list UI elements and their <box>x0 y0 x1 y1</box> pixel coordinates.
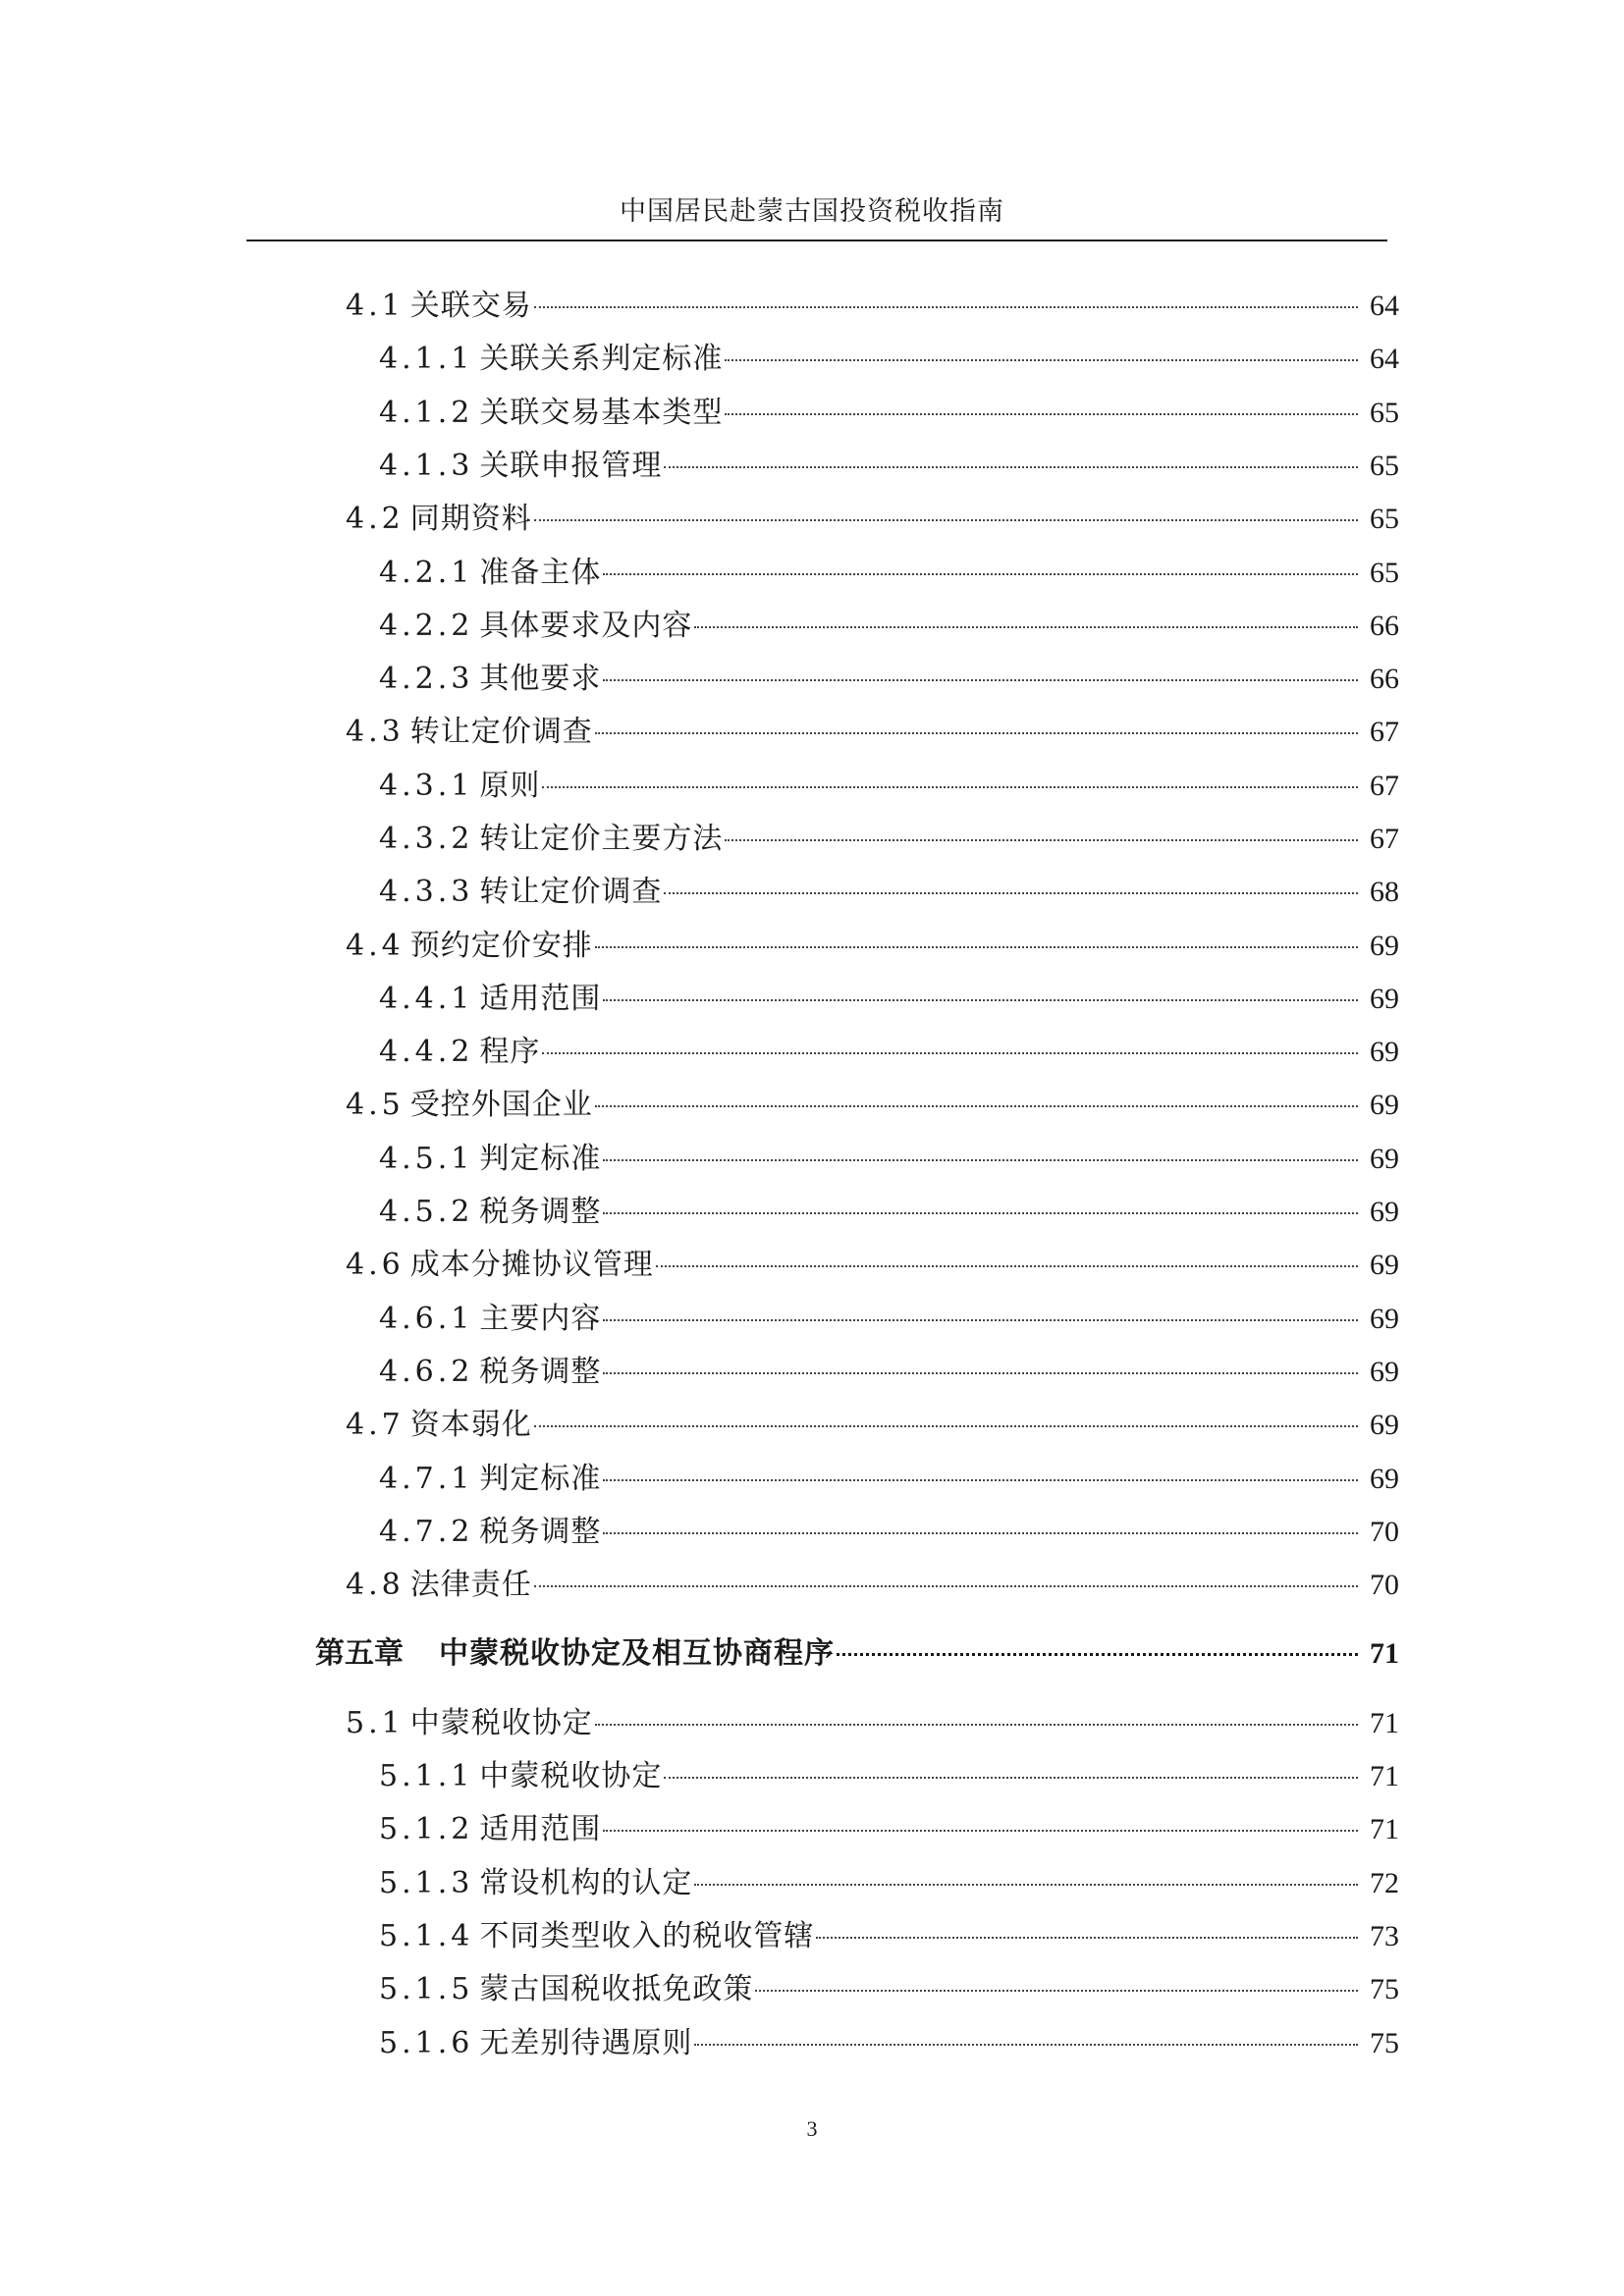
toc-entry-number: 4.4 <box>346 929 405 963</box>
toc-entry[interactable] <box>379 445 1399 488</box>
toc-entry-page: 69 <box>1370 1089 1399 1121</box>
toc-entry-title: 法律责任 <box>409 1568 532 1602</box>
toc-entry-number: 4.1.1 <box>379 342 474 376</box>
toc-entry[interactable] <box>379 1862 1399 1905</box>
toc-dot-leader <box>534 1425 1358 1427</box>
toc-entry-number: 第五章 <box>315 1636 404 1671</box>
toc-entry[interactable] <box>346 1702 1399 1745</box>
toc-entry-title: 关联关系判定标准 <box>479 342 724 376</box>
toc-entry[interactable] <box>346 711 1399 754</box>
toc-entry-number: 5.1.5 <box>379 1972 474 2006</box>
toc-entry-number: 4.6.2 <box>379 1355 474 1389</box>
running-header-title: 中国居民赴蒙古国投资税收指南 <box>620 196 1004 227</box>
toc-entry[interactable] <box>346 1404 1399 1447</box>
toc-entry-title: 原则 <box>479 769 541 803</box>
toc-dot-leader <box>603 1212 1358 1214</box>
toc-dot-leader <box>694 1884 1358 1886</box>
toc-entry-page: 70 <box>1370 1569 1399 1601</box>
toc-entry-page: 71 <box>1370 1637 1399 1670</box>
toc-dot-leader <box>603 999 1358 1001</box>
toc-entry[interactable] <box>379 765 1399 808</box>
toc-entry-number: 4.3.1 <box>379 769 474 803</box>
toc-entry-title: 中蒙税收协定 <box>479 1759 663 1793</box>
toc-dot-leader <box>816 1937 1358 1939</box>
toc-entry[interactable] <box>379 1191 1399 1234</box>
toc-entry[interactable] <box>379 2022 1399 2065</box>
toc-entry-number: 4.6.1 <box>379 1302 474 1336</box>
toc-entry-number: 4.2.2 <box>379 609 474 643</box>
toc-entry-title: 不同类型收入的税收管辖 <box>479 1919 815 1953</box>
toc-dot-leader <box>837 1653 1358 1656</box>
toc-entry[interactable] <box>379 658 1399 701</box>
toc-entry-page: 69 <box>1370 1196 1399 1228</box>
toc-entry-number: 4.3.2 <box>379 822 474 856</box>
toc-entry-title: 关联交易基本类型 <box>479 396 724 430</box>
toc-dot-leader <box>603 679 1358 681</box>
toc-entry-page: 72 <box>1370 1867 1399 1899</box>
toc-entry-number: 4.4.2 <box>379 1035 474 1069</box>
toc-dot-leader <box>656 1265 1358 1267</box>
toc-entry-number: 4.2.3 <box>379 662 474 696</box>
toc-entry-number: 4.4.1 <box>379 982 474 1016</box>
toc-dot-leader <box>603 1372 1358 1374</box>
toc-entry[interactable] <box>346 925 1399 968</box>
toc-entry[interactable] <box>346 285 1399 328</box>
toc-entry-number: 5.1 <box>346 1706 405 1740</box>
toc-entry[interactable] <box>379 1138 1399 1181</box>
toc-dot-leader <box>603 1319 1358 1321</box>
toc-entry-title: 无差别待遇原则 <box>479 2026 693 2060</box>
toc-entry-page: 69 <box>1370 1463 1399 1495</box>
toc-entry[interactable] <box>379 978 1399 1021</box>
toc-entry-number: 4.3 <box>346 715 405 749</box>
toc-entry-number: 4.7 <box>346 1408 405 1442</box>
toc-entry-title: 关联交易 <box>409 289 532 323</box>
toc-entry-page: 67 <box>1370 770 1399 802</box>
toc-dot-leader <box>725 359 1358 361</box>
toc-entry-title: 成本分摊协议管理 <box>409 1248 654 1282</box>
toc-entry-number: 5.1.4 <box>379 1919 474 1953</box>
toc-entry-title: 常设机构的认定 <box>479 1866 693 1900</box>
toc-entry-title: 具体要求及内容 <box>479 609 693 643</box>
toc-entry-page: 69 <box>1370 930 1399 962</box>
toc-entry-page: 71 <box>1370 1760 1399 1792</box>
toc-entry-title: 转让定价调查 <box>409 715 593 749</box>
toc-entry-title: 同期资料 <box>409 502 532 536</box>
toc-dot-leader <box>603 1830 1358 1832</box>
toc-entry-title: 适用范围 <box>479 982 602 1016</box>
toc-entry-page: 69 <box>1370 1409 1399 1441</box>
toc-entry-title: 准备主体 <box>479 556 602 590</box>
toc-entry-page: 69 <box>1370 1036 1399 1068</box>
toc-entry[interactable] <box>379 1298 1399 1341</box>
toc-dot-leader <box>725 839 1358 841</box>
toc-entry-page: 64 <box>1370 343 1399 375</box>
toc-entry-title: 税务调整 <box>479 1195 602 1229</box>
toc-chapter-entry[interactable] <box>315 1632 1399 1676</box>
toc-entry-title: 转让定价主要方法 <box>479 822 724 856</box>
toc-entry[interactable] <box>346 1564 1399 1607</box>
toc-dot-leader <box>664 892 1358 894</box>
toc-entry-number: 4.7.2 <box>379 1515 474 1549</box>
toc-entry-title: 税务调整 <box>479 1515 602 1549</box>
toc-entry[interactable] <box>346 498 1399 541</box>
toc-dot-leader <box>755 1990 1358 1992</box>
toc-entry-number: 4.5 <box>346 1088 405 1122</box>
toc-entry-number: 4.5.2 <box>379 1195 474 1229</box>
toc-entry[interactable] <box>379 1968 1399 2011</box>
toc-entry[interactable] <box>379 338 1399 381</box>
toc-entry[interactable] <box>379 1458 1399 1501</box>
toc-entry-title: 税务调整 <box>479 1355 602 1389</box>
toc-entry[interactable] <box>379 552 1399 595</box>
toc-entry-number: 4.8 <box>346 1568 405 1602</box>
toc-entry-title: 中蒙税收协定及相互协商程序 <box>439 1636 835 1671</box>
toc-entry-title: 判定标准 <box>479 1462 602 1496</box>
toc-dot-leader <box>603 1479 1358 1481</box>
toc-entry-page: 69 <box>1370 1249 1399 1281</box>
toc-entry-title: 预约定价安排 <box>409 929 593 963</box>
toc-entry-title: 关联申报管理 <box>479 449 663 483</box>
toc-entry-number: 4.1.3 <box>379 449 474 483</box>
toc-dot-leader <box>595 946 1358 948</box>
toc-entry-title: 主要内容 <box>479 1302 602 1336</box>
toc-entry[interactable] <box>379 871 1399 914</box>
toc-entry-number: 5.1.1 <box>379 1759 474 1793</box>
toc-entry[interactable] <box>379 605 1399 648</box>
toc-dot-leader <box>694 626 1358 628</box>
toc-entry-title: 受控外国企业 <box>409 1088 593 1122</box>
toc-entry[interactable] <box>379 1351 1399 1394</box>
toc-entry-page: 75 <box>1370 2027 1399 2059</box>
toc-dot-leader <box>595 1105 1358 1107</box>
toc-entry-page: 66 <box>1370 663 1399 695</box>
toc-entry-page: 71 <box>1370 1707 1399 1739</box>
toc-entry[interactable] <box>346 1084 1399 1127</box>
toc-entry[interactable] <box>379 1511 1399 1554</box>
toc-entry-title: 转让定价调查 <box>479 875 663 909</box>
toc-dot-leader <box>595 732 1358 734</box>
toc-entry-number: 5.1.6 <box>379 2026 474 2060</box>
toc-entry-page: 67 <box>1370 823 1399 855</box>
toc-entry-page: 65 <box>1370 450 1399 482</box>
toc-entry-page: 69 <box>1370 1303 1399 1335</box>
toc-entry[interactable] <box>379 1031 1399 1074</box>
toc-entry-page: 70 <box>1370 1516 1399 1548</box>
toc-entry[interactable] <box>379 818 1399 861</box>
toc-entry-page: 69 <box>1370 983 1399 1015</box>
toc-entry-number: 4.3.3 <box>379 875 474 909</box>
toc-entry[interactable] <box>379 1808 1399 1851</box>
toc-entry-page: 69 <box>1370 1143 1399 1175</box>
toc-entry-number: 4.2 <box>346 502 405 536</box>
toc-entry-page: 67 <box>1370 716 1399 748</box>
toc-dot-leader <box>694 2044 1358 2046</box>
toc-entry-title: 程序 <box>479 1035 541 1069</box>
toc-dot-leader <box>603 573 1358 575</box>
toc-entry-title: 判定标准 <box>479 1142 602 1176</box>
toc-dot-leader <box>534 519 1358 521</box>
toc-entry-title: 资本弱化 <box>409 1408 532 1442</box>
toc-entry-number: 4.1.2 <box>379 396 474 430</box>
toc-dot-leader <box>534 1585 1358 1587</box>
toc-entry-page: 65 <box>1370 557 1399 589</box>
toc-entry[interactable] <box>379 392 1399 435</box>
toc-dot-leader <box>664 466 1358 468</box>
toc-entry-page: 73 <box>1370 1920 1399 1952</box>
toc-entry-title: 中蒙税收协定 <box>409 1706 593 1740</box>
toc-entry-number: 4.1 <box>346 289 405 323</box>
toc-entry-page: 71 <box>1370 1813 1399 1845</box>
toc-dot-leader <box>725 413 1358 415</box>
toc-dot-leader <box>603 1532 1358 1534</box>
toc-dot-leader <box>664 1777 1358 1779</box>
toc-dot-leader <box>603 1159 1358 1161</box>
toc-entry-number: 5.1.2 <box>379 1812 474 1846</box>
toc-entry[interactable] <box>346 1244 1399 1287</box>
toc-entry-number: 4.6 <box>346 1248 405 1282</box>
toc-entry[interactable] <box>379 1915 1399 1958</box>
toc-entry-page: 64 <box>1370 290 1399 322</box>
toc-dot-leader <box>595 1724 1358 1726</box>
toc-entry[interactable] <box>379 1755 1399 1798</box>
toc-dot-leader <box>542 786 1358 788</box>
page-number: 3 <box>806 2116 818 2141</box>
toc-entry-page: 65 <box>1370 397 1399 429</box>
toc-entry-page: 68 <box>1370 876 1399 908</box>
toc-entry-title: 适用范围 <box>479 1812 602 1846</box>
toc-entry-number: 4.2.1 <box>379 556 474 590</box>
toc-entry-page: 66 <box>1370 610 1399 642</box>
toc-entry-title: 其他要求 <box>479 662 602 696</box>
toc-entry-page: 75 <box>1370 1973 1399 2005</box>
toc-entry-number: 4.7.1 <box>379 1462 474 1496</box>
toc-entry-number: 4.5.1 <box>379 1142 474 1176</box>
toc-entry-page: 69 <box>1370 1356 1399 1388</box>
toc-dot-leader <box>534 306 1358 308</box>
toc-entry-number: 5.1.3 <box>379 1866 474 1900</box>
toc-entry-title: 蒙古国税收抵免政策 <box>479 1972 754 2006</box>
toc-dot-leader <box>542 1052 1358 1054</box>
toc-entry-page: 65 <box>1370 503 1399 535</box>
